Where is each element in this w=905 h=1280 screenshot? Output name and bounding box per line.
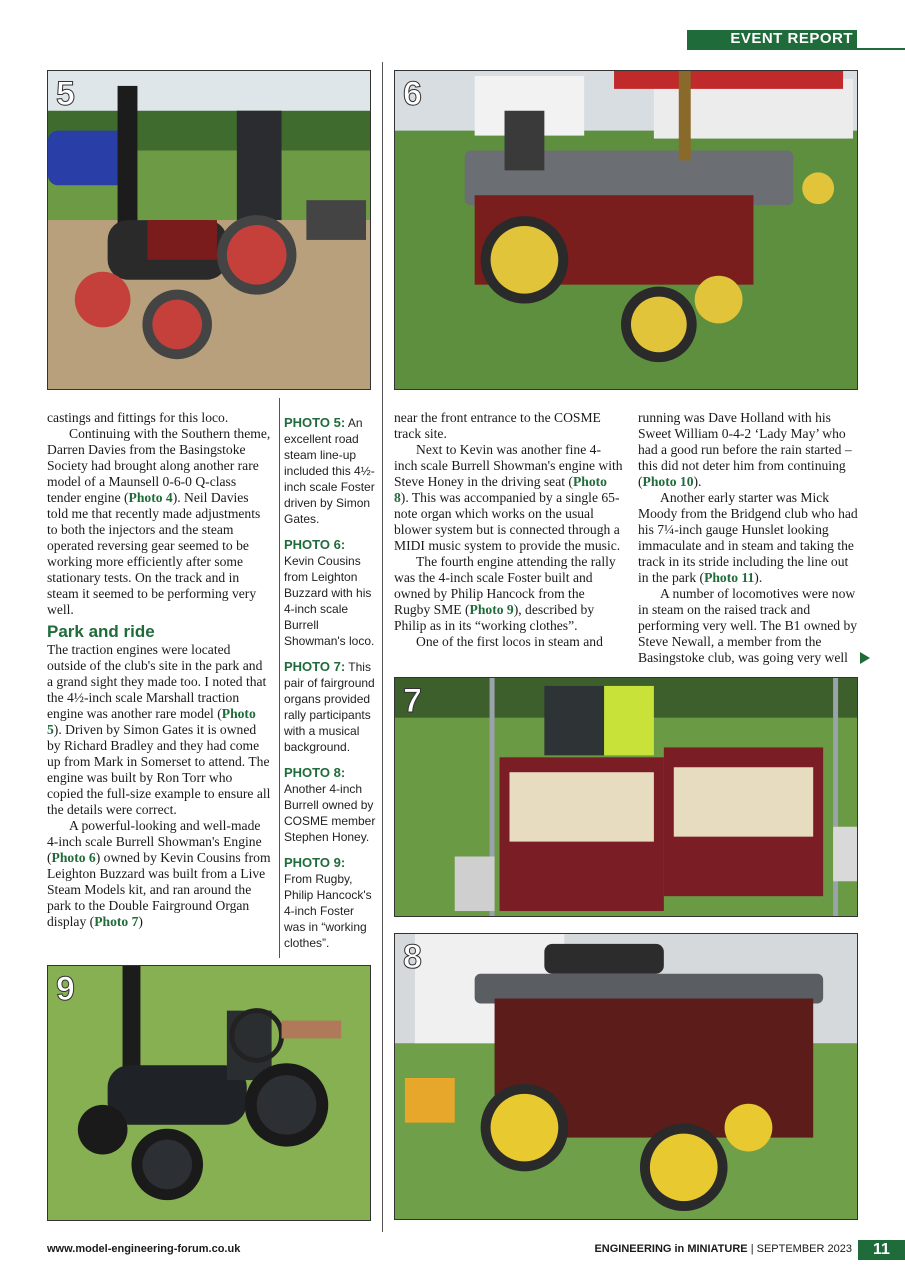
photo-number: 7	[403, 682, 422, 720]
paragraph: A powerful-looking and well-made 4-inch scale Burrell Showman's Engine (Photo 6) owned by Kevin Cousins from Leighton Buzzard was built from a Live Steam Models kit, and ran around the park to the Double Fairground Organ display (Photo 7)	[47, 818, 271, 929]
caption-photo-6: PHOTO 6: Kevin Cousins from Leighton Buzzard with his 4-inch scale Burrell Showman's loco.	[284, 537, 375, 648]
photo-number: 6	[403, 75, 422, 113]
section-heading: Park and ride	[47, 622, 155, 641]
caption-photo-8: PHOTO 8: Another 4-inch Burrell owned by COSME member Stephen Honey.	[284, 765, 376, 844]
photo-6	[394, 70, 858, 390]
header-rule	[687, 48, 905, 50]
photo-6-image	[395, 71, 857, 389]
photo-reference: Photo 5	[47, 706, 256, 737]
photo-reference: Photo 10	[642, 474, 694, 489]
paragraph: The traction engines were located outside of the club's site in the park and a grand sight they made too. I noted that the 4½-inch scale Marshall traction engine was another rare model (Photo 5). Driven by Simon Gates it is owned by Richard Bradley and they had come up from Mark in Somerset to attend. The engine was built by Ron Torr who copied the full-size example to ensure all the details were correct.	[47, 642, 271, 817]
photo-reference: Photo 4	[128, 490, 173, 505]
paragraph: A number of locomotives were now in steam on the raised track and performing very well. The B1 owned by Steve Newall, a member from the Basingstoke club, was going very well	[638, 586, 858, 665]
caption-photo-9: PHOTO 9: From Rugby, Philip Hancock's 4-inch Foster was in “working clothes”.	[284, 855, 372, 950]
photo-reference: Photo 8	[394, 474, 607, 505]
column-divider	[279, 398, 280, 958]
paragraph: running was Dave Holland with his Sweet William 0-4-2 ‘Lady May’ who had a good run before the rain started – this did not deter him from continuing (Photo 10).	[638, 410, 852, 489]
column-divider	[382, 62, 383, 1232]
photo-7	[394, 677, 858, 917]
photo-9	[47, 965, 371, 1221]
paragraph: Continuing with the Southern theme, Darren Davies from the Basingstoke Society had brought along another rare model of a Maunsell 0-6-0 Q-class tender engine (Photo 4). Neil Davies told me that recently made adjustments to both the injectors and the steam operated reversing gear seemed to be working more efficiently after some stationary tests. On the track and in steam it seemed to be performing very well.	[47, 426, 271, 617]
caption-photo-7: PHOTO 7: This pair of fairground organs provided rally participants with a musical background.	[284, 659, 375, 754]
section-label: EVENT REPORT	[687, 30, 857, 48]
article-column-4	[638, 410, 858, 666]
photo-5-image	[48, 71, 370, 389]
paragraph: Next to Kevin was another fine 4-inch scale Burrell Showman's engine with Steve Honey in the driving seat (Photo 8). This was accompanied by a single 65-note organ which works on the usual blower system but is connected through a MIDI music system to provide the music.	[394, 442, 623, 553]
photo-number: 8	[403, 938, 422, 976]
paragraph: castings and fittings for this loco.	[47, 410, 229, 425]
captions-column	[284, 415, 376, 961]
paragraph: One of the first locos in steam and	[416, 634, 603, 649]
paragraph: Another early starter was Mick Moody from the Bridgend club who had his 7¼-inch gauge Hunslet looking immaculate and in steam and taking the track in its stride including the line out in the park (Photo 11).	[638, 490, 858, 585]
footer-url: www.model-engineering-forum.co.uk	[47, 1243, 241, 1255]
photo-reference: Photo 6	[51, 850, 96, 865]
article-column-1	[47, 410, 271, 930]
page-number: 11	[858, 1240, 905, 1260]
caption-photo-5: PHOTO 5: An excellent road steam line-up included this 4½-inch scale Foster driven by Simon Gates.	[284, 415, 375, 526]
photo-7-image	[395, 678, 857, 916]
photo-8-image	[395, 934, 857, 1219]
photo-8	[394, 933, 858, 1220]
continue-arrow-icon	[860, 652, 870, 664]
photo-9-image	[48, 966, 370, 1220]
photo-reference: Photo 9	[469, 602, 514, 617]
paragraph: near the front entrance to the COSME track site.	[394, 410, 601, 441]
article-column-3	[394, 410, 624, 650]
photo-reference: Photo 11	[704, 570, 755, 585]
photo-reference: Photo 7	[94, 914, 139, 929]
footer-magazine: ENGINEERING in MINIATURE | SEPTEMBER 2023	[594, 1243, 852, 1255]
photo-number: 9	[56, 970, 75, 1008]
paragraph: The fourth engine attending the rally was the 4-inch scale Foster built and owned by Philip Hancock from the Rugby SME (Photo 9), described by Philip as in its “working clothes”.	[394, 554, 616, 633]
photo-5	[47, 70, 371, 390]
photo-number: 5	[56, 75, 75, 113]
